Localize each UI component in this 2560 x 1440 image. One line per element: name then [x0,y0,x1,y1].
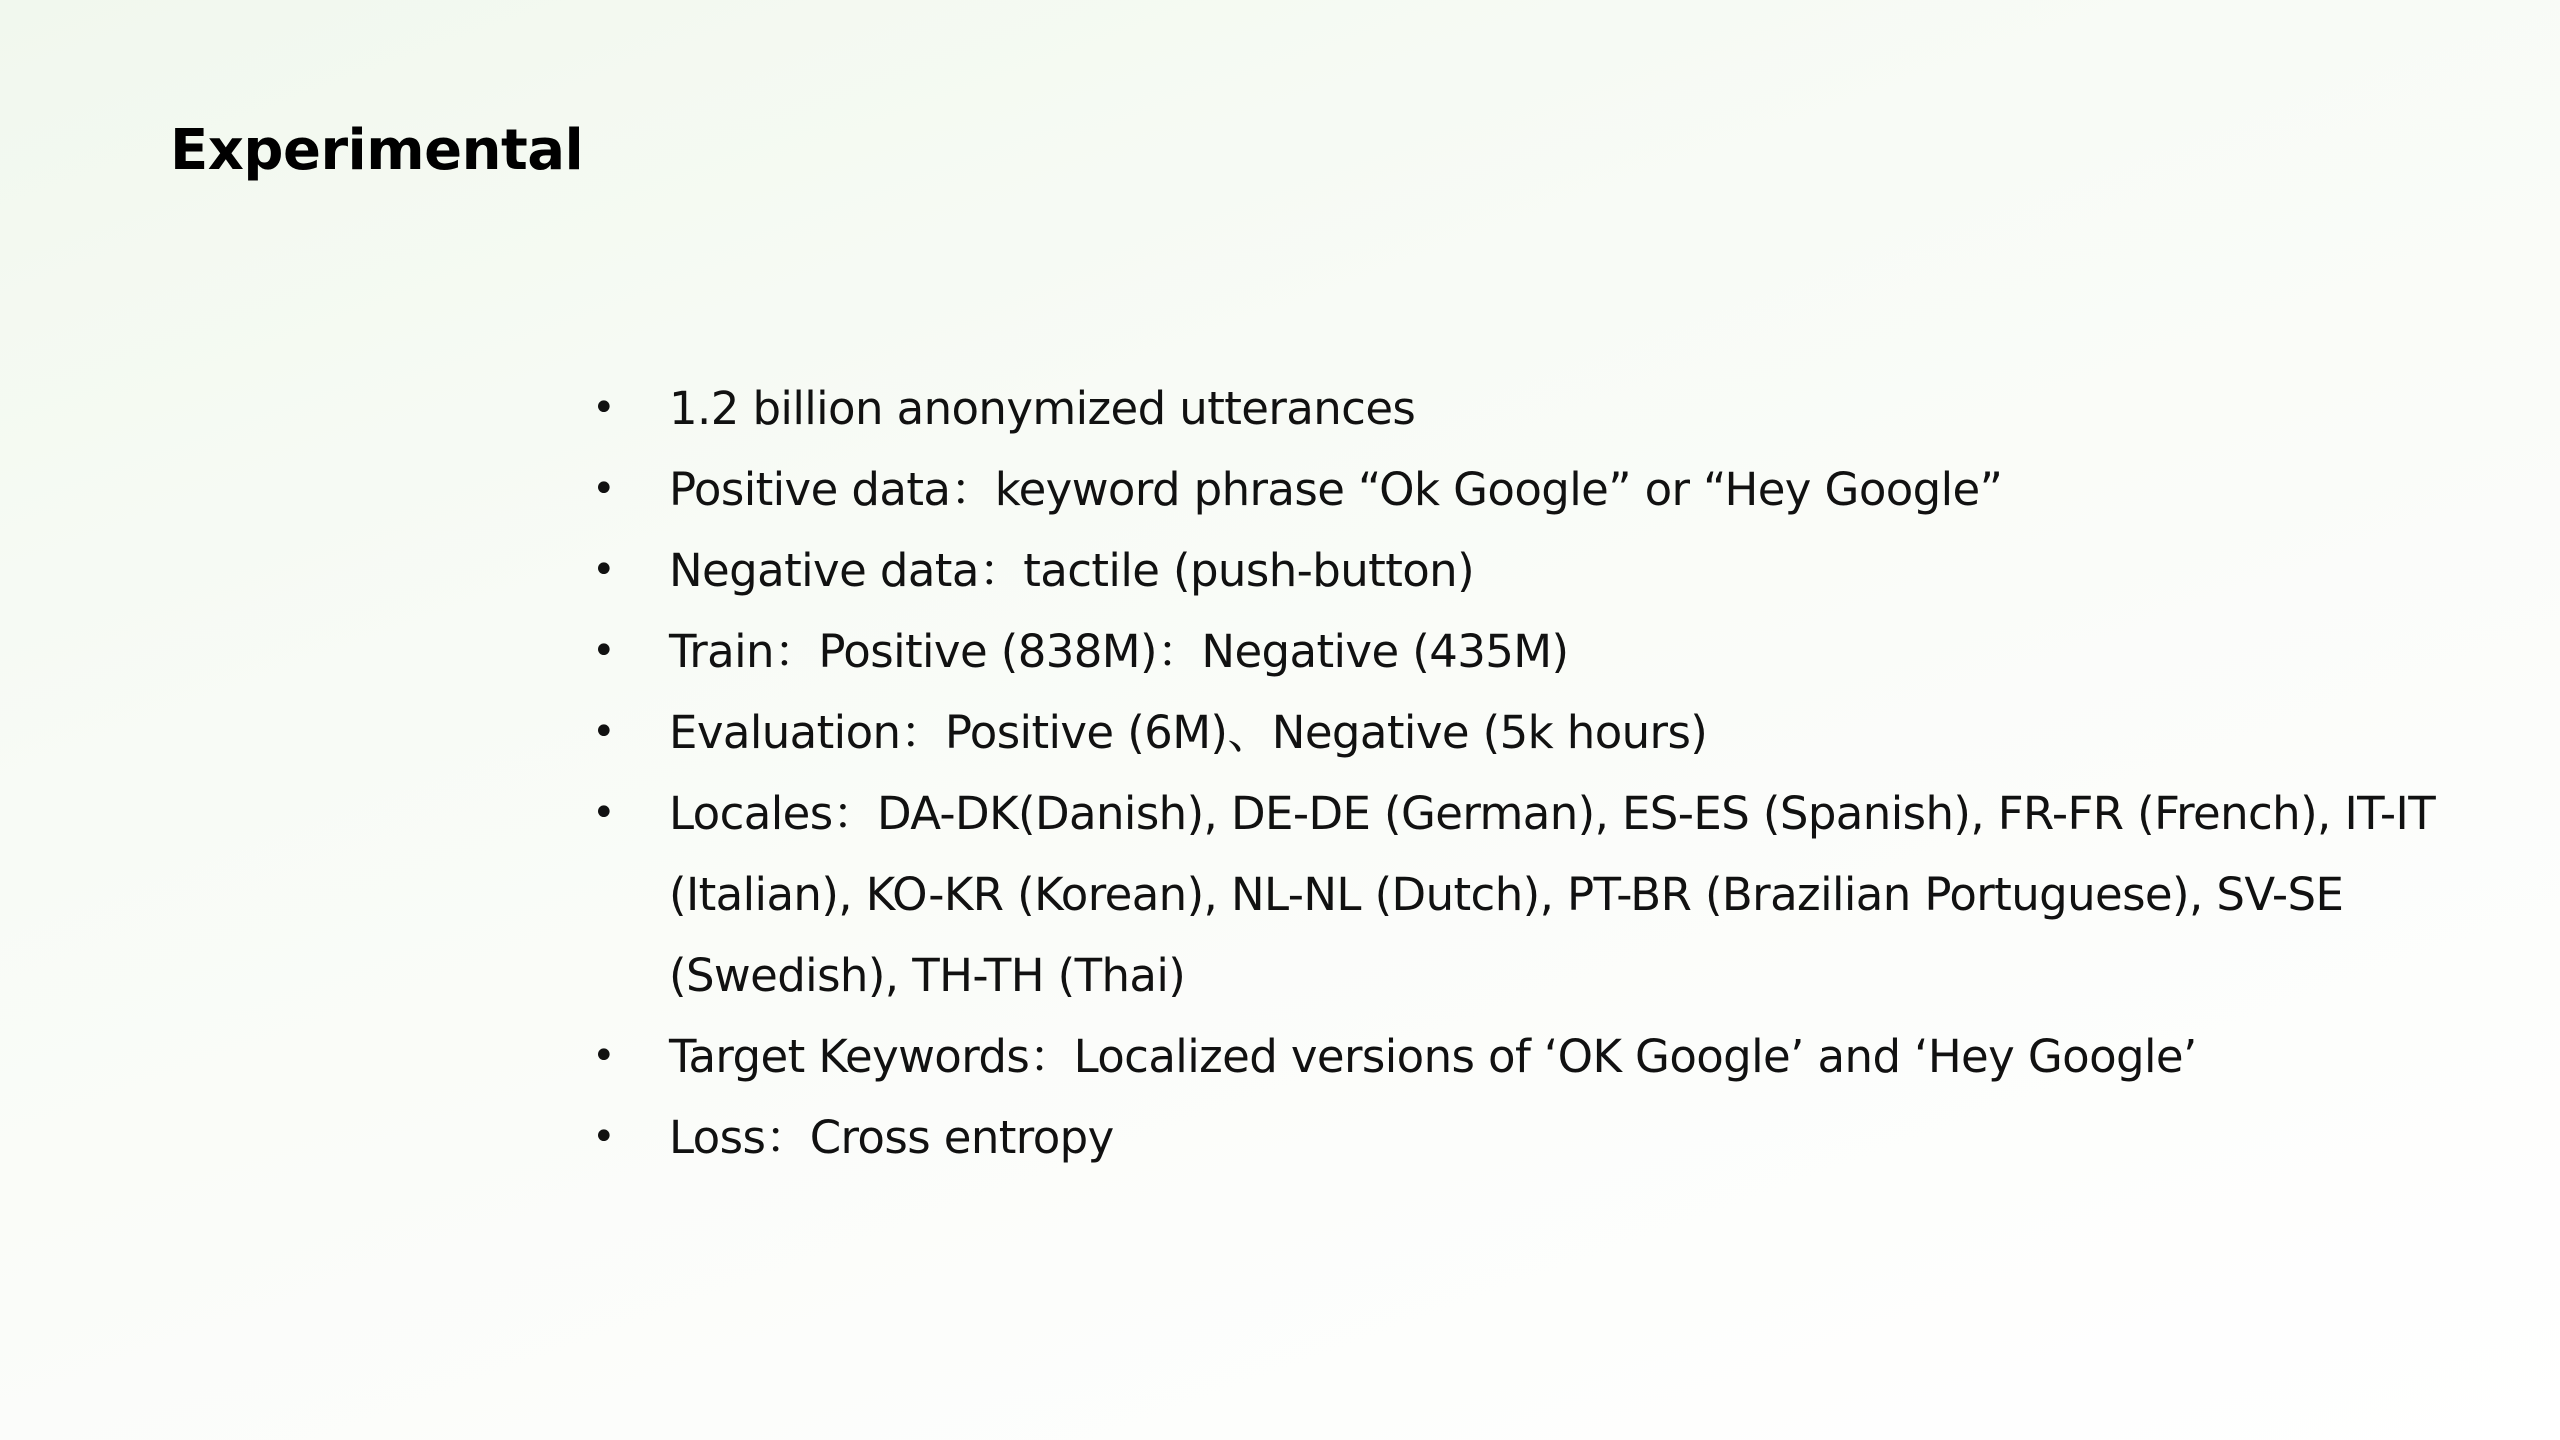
bullet-dot-icon: • [592,709,615,755]
bullet-item [592,368,2472,449]
bullet-text: Locales：DA-DK(Danish), DE-DE (German), ES-ES (Spanish), FR-FR (French), IT-IT (Italian), KO-KR (Korean), NL-NL (Dutch), PT-BR (Brazilian Portuguese), SV-SE (Swedish), TH-TH (Thai) [669,787,2436,1002]
bullet-dot-icon: • [592,1033,615,1079]
bullet-item [592,530,2472,611]
bullet-dot-icon: • [592,790,615,836]
bullet-text: Negative data：tactile (push-button) [669,544,1475,597]
slide-title: Experimental [170,118,584,183]
bullet-list [592,368,2472,1178]
bullet-text: Evaluation：Positive (6M)、Negative (5k hours) [669,706,1708,759]
bullet-item [592,1016,2472,1097]
bullet-dot-icon: • [592,628,615,674]
bullet-text: Target Keywords：Localized versions of ‘OK Google’ and ‘Hey Google’ [669,1030,2197,1083]
bullet-text: Positive data：keyword phrase “Ok Google” or “Hey Google” [669,463,2003,516]
bullet-text: 1.2 billion anonymized utterances [669,382,1416,435]
bullet-item [592,611,2472,692]
bullet-item [592,449,2472,530]
bullet-dot-icon: • [592,547,615,593]
bullet-dot-icon: • [592,1114,615,1160]
bullet-text: Train：Positive (838M)：Negative (435M) [669,625,1569,678]
bullet-item [592,1097,2472,1178]
bullet-text: Loss：Cross entropy [669,1111,1114,1164]
bullet-item [592,692,2472,773]
bullet-item [592,773,2472,1016]
bullet-dot-icon: • [592,466,615,512]
bullet-dot-icon: • [592,385,615,431]
